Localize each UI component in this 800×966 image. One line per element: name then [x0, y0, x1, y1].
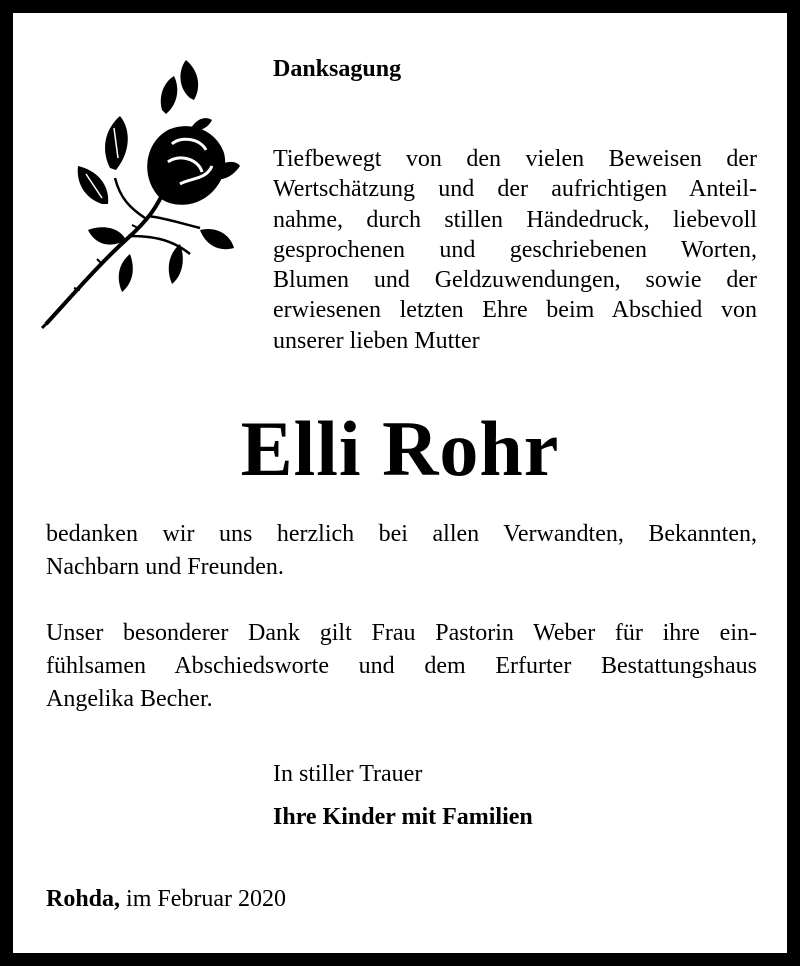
intro-line: unserer lieben Mutter — [273, 327, 480, 354]
intro-line: gesprochenen und geschriebenen Worten, — [273, 236, 757, 263]
paragraph-line: Angelika Becher. — [46, 686, 213, 712]
intro-line: Wertschätzung und der aufrichtigen Anteil- — [273, 176, 757, 203]
paragraph-line: Unser besonderer Dank gilt Frau Pastorin Weber für ihre ein- — [46, 620, 757, 646]
intro-line: erwiesenen letzten Ehre beim Abschied von — [273, 297, 757, 324]
paragraph-line: Nachbarn und Freunden. — [46, 554, 284, 580]
special-thanks-paragraph — [46, 617, 757, 716]
intro-line: nahme, durch stillen Händedruck, liebevoll — [273, 206, 757, 233]
place-name: Rohda, — [46, 886, 121, 912]
in-mourning-line: In stiller Trauer — [273, 761, 423, 787]
intro-text — [273, 144, 757, 356]
intro-line: Tiefbewegt von den vielen Beweisen der — [273, 146, 757, 172]
intro-line: Blumen und Geldzuwendungen, sowie der — [273, 267, 757, 294]
heading-danksagung: Danksagung — [273, 56, 402, 82]
date-text: im Februar 2020 — [126, 886, 287, 912]
paragraph-line: bedanken wir uns herzlich bei allen Verwandten, Bekannten, — [46, 521, 757, 547]
thanks-paragraph — [46, 518, 757, 584]
signature-family: Ihre Kinder mit Familien — [273, 804, 533, 830]
place-date-line — [46, 886, 286, 913]
paragraph-line: fühlsamen Abschiedsworte und dem Erfurter Bestattungshaus — [46, 653, 757, 679]
rose-icon — [40, 58, 240, 330]
deceased-name: Elli Rohr — [240, 405, 560, 492]
